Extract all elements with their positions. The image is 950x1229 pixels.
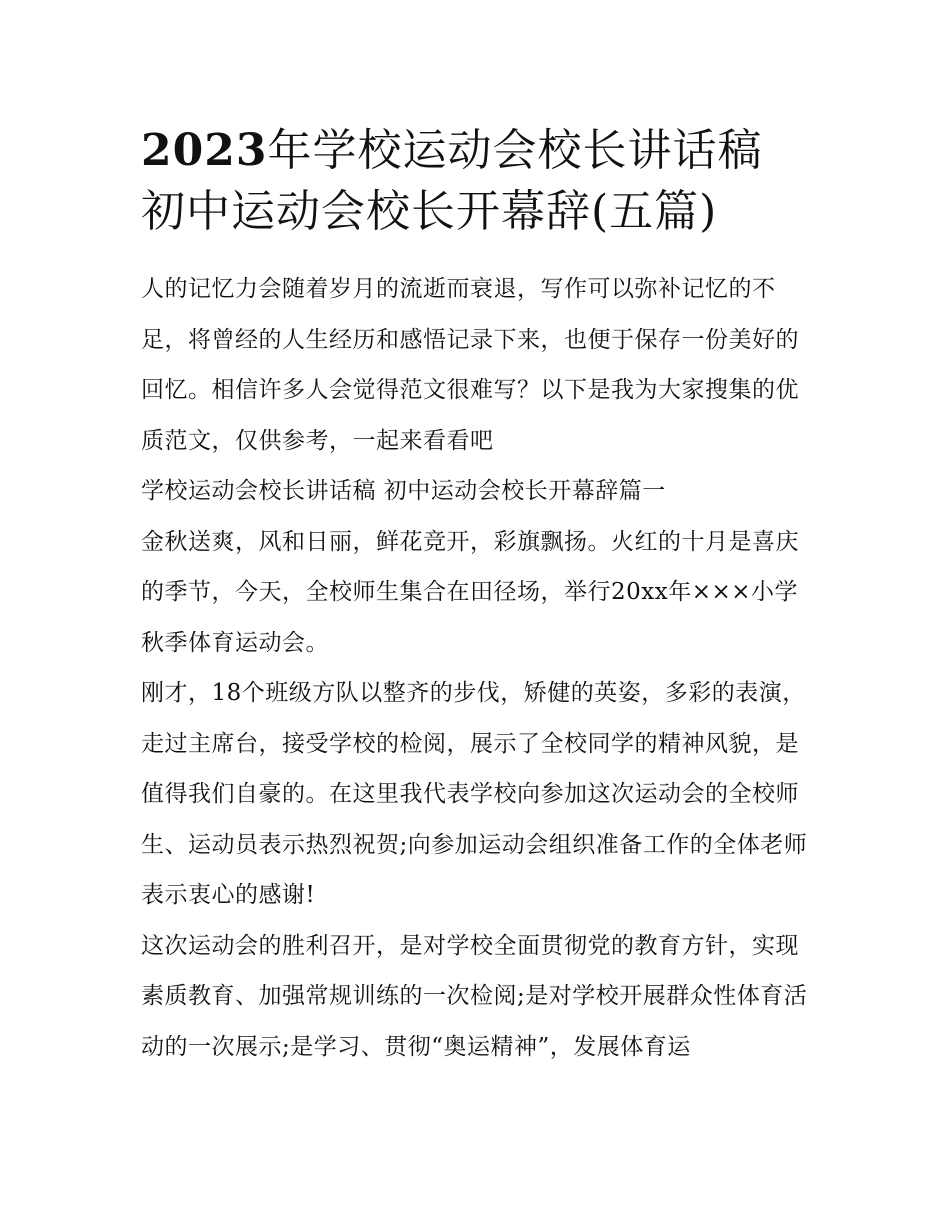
document-title [141,120,821,242]
body-paragraph: 金秋送爽，风和日丽，鲜花竞开，彩旗飘扬。火红的十月是喜庆的季节，今天，全校师生集合在田径场，举行20xx年×××小学秋季体育运动会。 [141,528,799,656]
body-paragraph: 这次运动会的胜利召开，是对学校全面贯彻党的教育方针，实现素质教育、加强常规训练的一次检阅;是对学校开展群众性体育活动的一次展示;是学习、贯彻“奥运精神”，发展体育运 [141,932,808,1060]
body-paragraph: 刚才，18个班级方队以整齐的步伐，矫健的英姿，多彩的表演，走过主席台，接受学校的检阅，展示了全校同学的精神风貌，是值得我们自豪的。在这里我代表学校向参加这次运动会的全校师生、运动员表示热烈祝贺;向参加运动会组织准备工作的全体老师表示衷心的感谢! [141,680,808,908]
title-year: 2023 [141,125,268,176]
intro-paragraph: 人的记忆力会随着岁月的流逝而衰退，写作可以弥补记忆的不足，将曾经的人生经历和感悟记录下来，也便于保存一份美好的回忆。相信许多人会觉得范文很难写？以下是我为大家搜集的优质范文，仅供参考，一起来看看吧 [141,276,799,454]
title-line1-text: 年学校运动会校长讲话稿 [267,125,763,176]
title-line2-text: 初中运动会校长开幕辞(五篇) [141,186,718,237]
document-page [141,120,821,1072]
section-heading: 学校运动会校长讲话稿 初中运动会校长开幕辞篇一 [141,478,666,504]
